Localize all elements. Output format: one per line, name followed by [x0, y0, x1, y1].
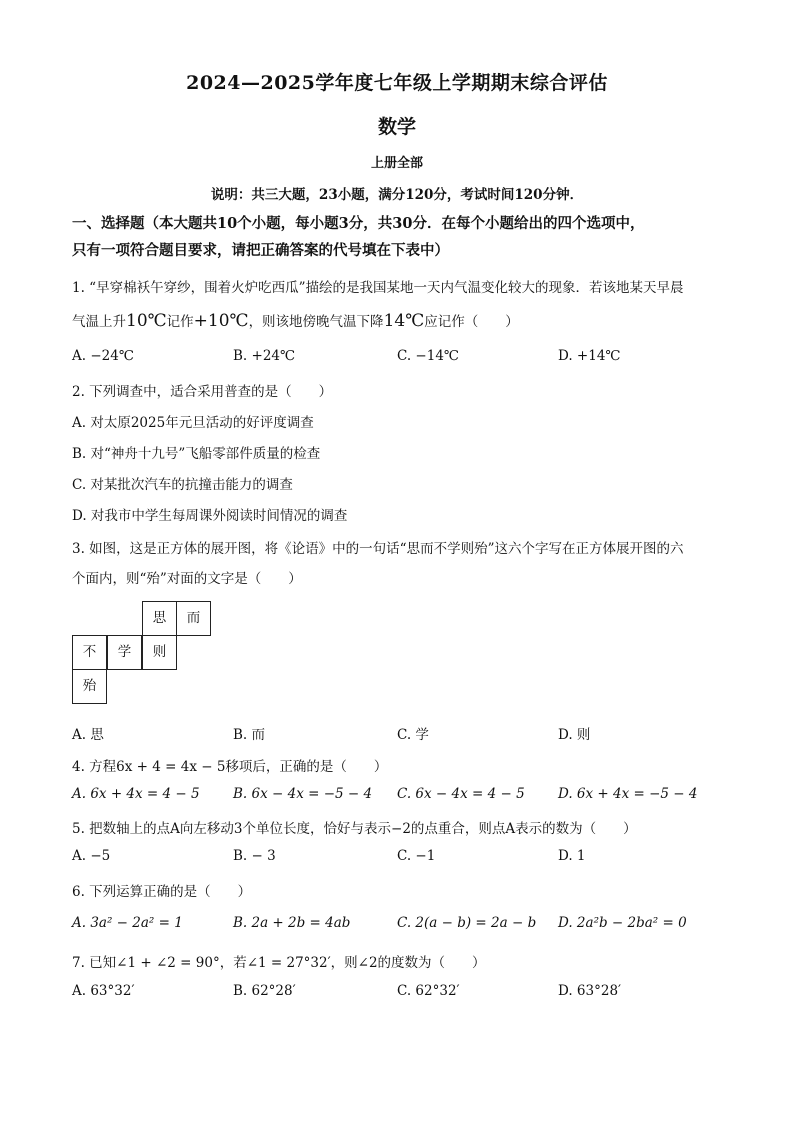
q7-stem: 7. 已知∠1 + ∠2 = 90°，若∠1 = 27°32′，则∠2的度数为（ ）: [72, 955, 486, 971]
q6-option-a[interactable]: A. 3a² − 2a² = 1: [72, 915, 183, 931]
q1-option-b[interactable]: B. +24℃: [233, 348, 296, 364]
q7-option-c[interactable]: C. 62°32′: [397, 983, 460, 999]
q3-stem-line2: 个面内，则“殆”对面的文字是（ ）: [72, 571, 302, 587]
q5-option-b[interactable]: B. − 3: [233, 848, 276, 864]
q1-options: [72, 348, 732, 370]
exam-note: 说明：共三大题，23小题，满分120分，考试时间120分钟．: [210, 187, 584, 203]
q1-option-d[interactable]: D. +14℃: [558, 348, 621, 364]
q3-options: [72, 723, 732, 745]
section-1-heading: 一、选择题（本大题共10个小题，每小题3分，共30分．在每个小题给出的四个选项中， 只有一项符合题目要求，请把正确答案的代号填在下表中）: [72, 215, 645, 259]
net-cell-ze: 则: [142, 635, 177, 670]
q1-option-c[interactable]: C. −14℃: [397, 348, 460, 364]
q2-option-d[interactable]: D. 对我市中学生每周课外阅读时间情况的调查: [72, 508, 348, 524]
q6-option-b[interactable]: B. 2a + 2b = 4ab: [233, 915, 351, 931]
q4-option-a[interactable]: A. 6x + 4x = 4 − 5: [72, 786, 200, 802]
q2-option-b[interactable]: B. 对“神舟十九号”飞船零部件质量的检查: [72, 446, 321, 462]
exam-scope: 上册全部: [370, 156, 423, 171]
q2-stem: 2. 下列调查中，适合采用普查的是（ ）: [72, 384, 333, 400]
q3-option-a[interactable]: A. 思: [72, 727, 104, 743]
exam-title: 2024—2025学年度七年级上学期期末综合评估: [186, 72, 608, 94]
q6-option-d[interactable]: D. 2a²b − 2ba² = 0: [558, 915, 687, 931]
q3-option-b[interactable]: B. 而: [233, 727, 266, 743]
q4-option-b[interactable]: B. 6x − 4x = −5 − 4: [233, 786, 373, 802]
q1-stem-line1: 1. “早穿棉袄午穿纱，围着火炉吃西瓜”描绘的是我国某地一天内气温变化较大的现象．若该地某天早晨: [72, 280, 684, 296]
cube-net-figure: [72, 601, 212, 706]
exam-subject: 数学: [377, 116, 416, 138]
q6-option-c[interactable]: C. 2(a − b) = 2a − b: [397, 915, 537, 931]
q4-options: [72, 786, 732, 808]
q2-option-c[interactable]: C. 对某批次汽车的抗撞击能力的调查: [72, 477, 293, 493]
q5-options: [72, 848, 732, 870]
net-cell-xue: 学: [107, 635, 142, 670]
q3-option-c[interactable]: C. 学: [397, 727, 429, 743]
q6-stem: 6. 下列运算正确的是（ ）: [72, 884, 252, 900]
q4-option-d[interactable]: D. 6x + 4x = −5 − 4: [558, 786, 698, 802]
q5-option-a[interactable]: A. −5: [72, 848, 111, 864]
q5-option-d[interactable]: D. 1: [558, 848, 586, 864]
net-cell-dai: 殆: [72, 669, 107, 704]
q3-option-d[interactable]: D. 则: [558, 727, 591, 743]
q7-option-d[interactable]: D. 63°28′: [558, 983, 622, 999]
net-cell-si: 思: [142, 601, 177, 636]
q7-options: [72, 983, 732, 1005]
q5-stem: 5. 把数轴上的点A向左移动3个单位长度，恰好与表示−2的点重合，则点A表示的数为（ ）: [72, 821, 637, 837]
q4-stem: 4. 方程6x + 4 = 4x − 5移项后，正确的是（ ）: [72, 759, 388, 775]
q7-option-b[interactable]: B. 62°28′: [233, 983, 296, 999]
q3-stem-line1: 3. 如图，这是正方体的展开图，将《论语》中的一句话“思而不学则殆”这六个字写在正方体展开图的六: [72, 541, 684, 557]
q4-option-c[interactable]: C. 6x − 4x = 4 − 5: [397, 786, 525, 802]
q5-option-c[interactable]: C. −1: [397, 848, 436, 864]
q1-option-a[interactable]: A. −24℃: [72, 348, 134, 364]
q1-stem-line2: 气温上升10℃记作+10℃，则该地傍晚气温下降14℃应记作（ ）: [72, 311, 519, 331]
q7-option-a[interactable]: A. 63°32′: [72, 983, 135, 999]
q6-options: [72, 915, 732, 937]
net-cell-bu: 不: [72, 635, 107, 670]
q2-option-a[interactable]: A. 对太原2025年元旦活动的好评度调查: [72, 415, 314, 431]
net-cell-er: 而: [176, 601, 211, 636]
